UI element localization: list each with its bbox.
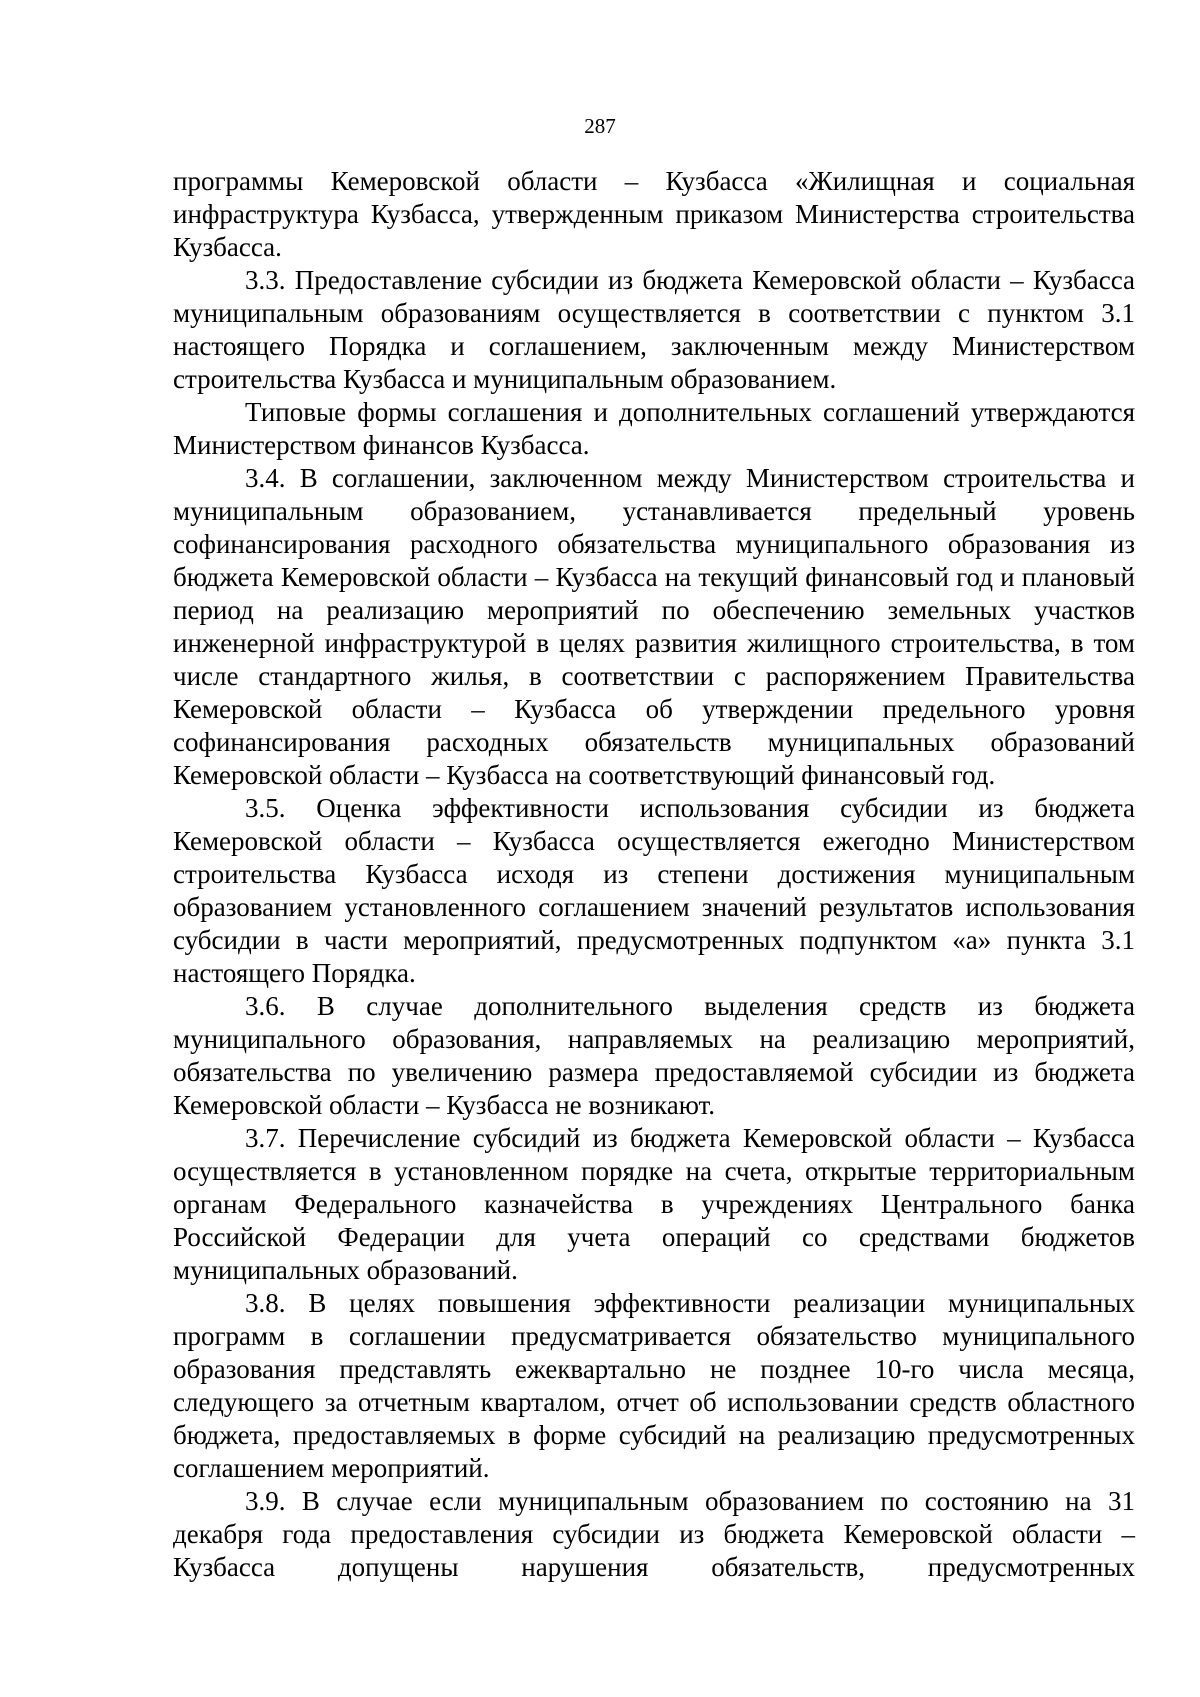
paragraph-3-8: 3.8. В целях повышения эффективности реализации муниципальных программ в соглашении предусматривается обязательство муниципального образования представлять ежеквартально не позднее 10-го числа месяца, следующего за отчетным кварталом, отчет об использовании средств областного бюджета, предоставляемых в форме субсидий на реализацию предусмотренных соглашением мероприятий.: [173, 1288, 1135, 1483]
paragraph-3-9: 3.9. В случае если муниципальным образованием по состоянию на 31 декабря года предоставления субсидии из бюджета Кемеровской области – Кузбасса допущены нарушения обязательств, предусмотренных: [173, 1486, 1135, 1582]
paragraph-3-6: 3.6. В случае дополнительного выделения средств из бюджета муниципального образования, направляемых на реализацию мероприятий, обязательства по увеличению размера предоставляемой субсидии из бюджета Кемеровской области – Кузбасса не возникают.: [173, 991, 1135, 1120]
paragraph-3-3: 3.3. Предоставление субсидии из бюджета Кемеровской области – Кузбасса муниципальным образованиям осуществляется в соответствии с пунктом 3.1 настоящего Порядка и соглашением, заключенным между Министерством строительства Кузбасса и муниципальным образованием.: [173, 265, 1135, 394]
paragraph-3-4: 3.4. В соглашении, заключенном между Министерством строительства и муниципальным образованием, устанавливается предельный уровень софинансирования расходного обязательства муниципального образования из бюджета Кемеровской области – Кузбасса на текущий финансовый год и плановый период на реализацию мероприятий по обеспечению земельных участков инженерной инфраструктурой в целях развития жилищного строительства, в том числе стандартного жилья, в соответствии с распоряжением Правительства Кемеровской области – Кузбасса об утверждении предельного уровня софинансирования расходных обязательств муниципальных образований Кемеровской области – Кузбасса на соответствующий финансовый год.: [173, 463, 1135, 790]
paragraph-3-5: 3.5. Оценка эффективности использования субсидии из бюджета Кемеровской области – Кузбасса осуществляется ежегодно Министерством строительства Кузбасса исходя из степени достижения муниципальным образованием установленного соглашением значений результатов использования субсидии в части мероприятий, предусмотренных подпунктом «а» пункта 3.1 настоящего Порядка.: [173, 793, 1135, 988]
page-number: 287: [584, 114, 616, 138]
paragraph-3-7: 3.7. Перечисление субсидий из бюджета Кемеровской области – Кузбасса осуществляется в установленном порядке на счета, открытые территориальным органам Федерального казначейства в учреждениях Центрального банка Российской Федерации для учета операций со средствами бюджетов муниципальных образований.: [173, 1123, 1135, 1285]
paragraph-standard-forms: Типовые формы соглашения и дополнительных соглашений утверждаются Министерством финансов Кузбасса.: [173, 397, 1135, 460]
document-body: [173, 165, 1135, 1584]
paragraph-continuation: программы Кемеровской области – Кузбасса «Жилищная и социальная инфраструктура Кузбасса, утвержденным приказом Министерства строительства Кузбасса.: [173, 166, 1135, 262]
